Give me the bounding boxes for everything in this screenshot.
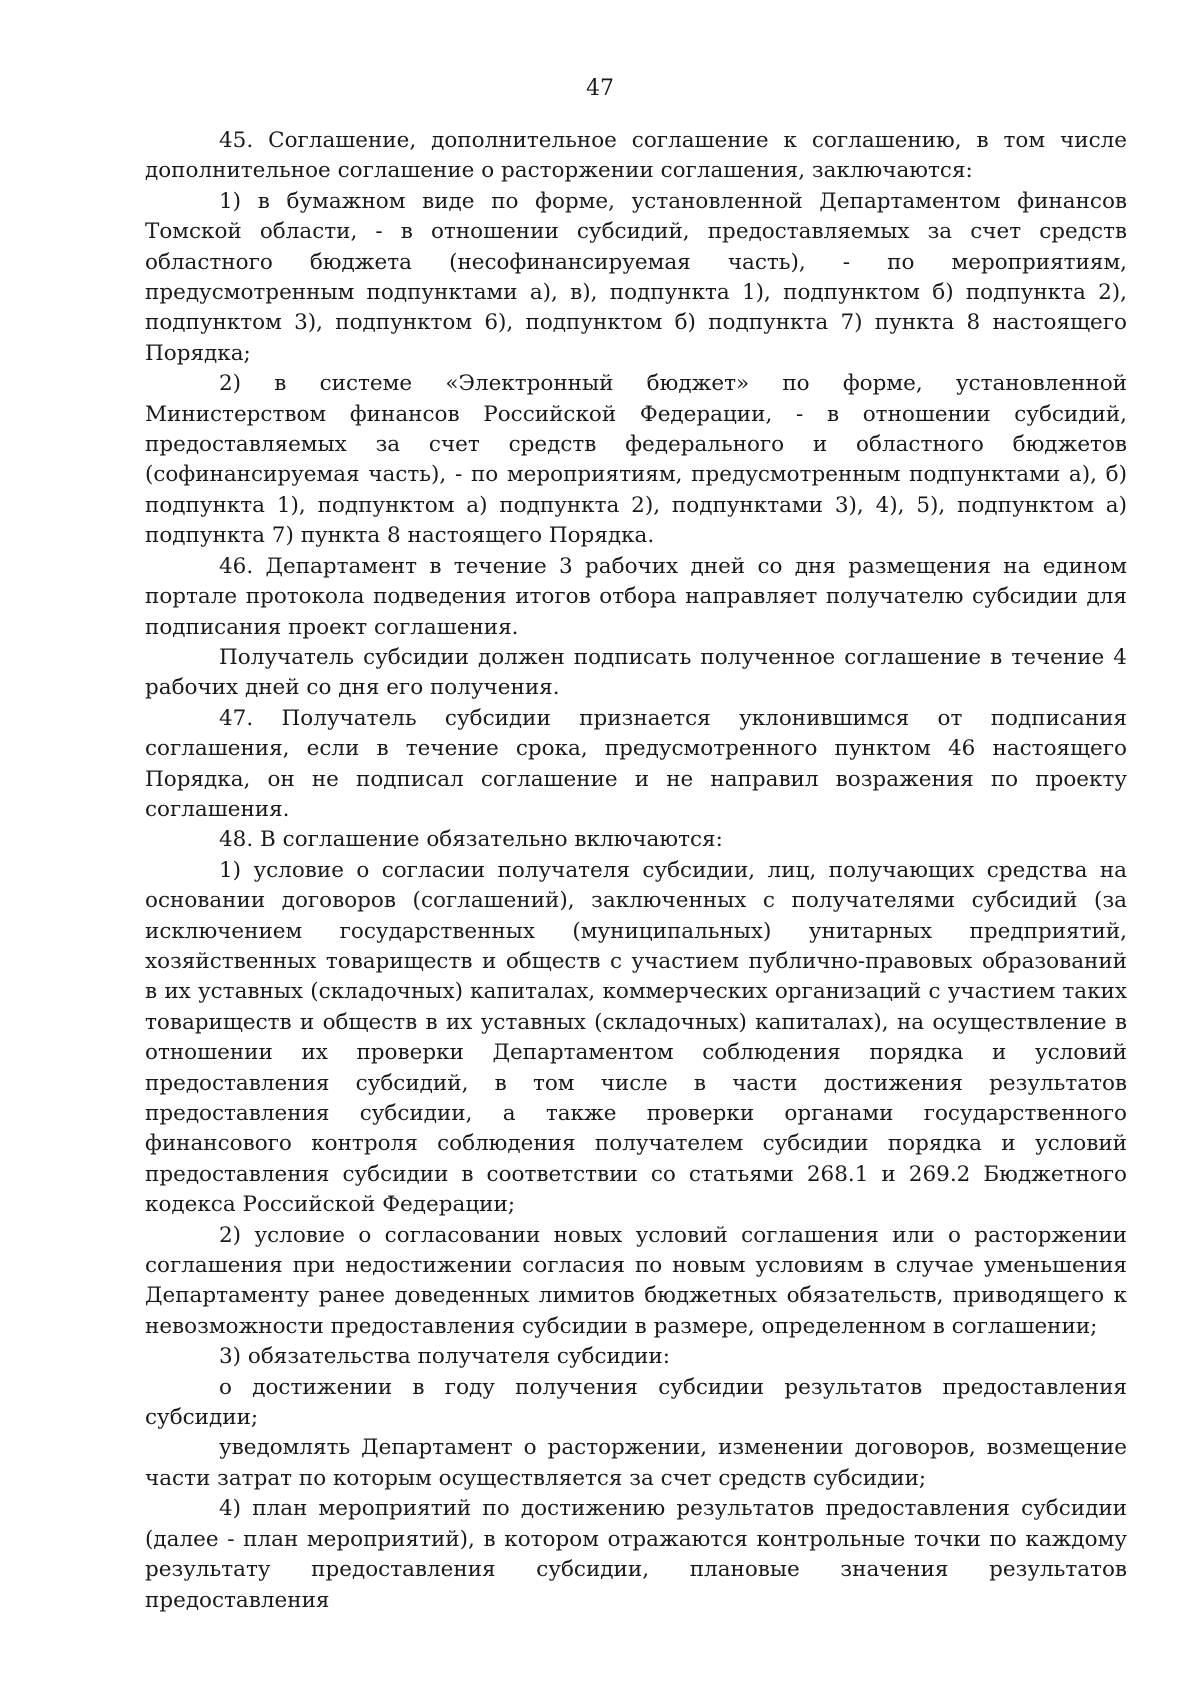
paragraph-47: 47. Получатель субсидии признается уклонившимся от подписания соглашения, если в течение срока, предусмотренного пунктом 46 настоящего Порядка, он не подписал соглашение и не направил возражения по проекту соглашения. bbox=[145, 705, 1127, 822]
paragraph-48-item-4: 4) план мероприятий по достижению результатов предоставления субсидии (далее - план мероприятий), в котором отражаются контрольные точки по каждому результату предоставления субсидии, плановые значения результатов предоставления bbox=[145, 1496, 1127, 1613]
paragraph-48-item-1: 1) условие о согласии получателя субсидии, лиц, получающих средства на основании договоров (соглашений), заключенных с получателями субсидий (за исключением государственных (муниципальных) унитарных предприятий, хозяйственных товариществ и обществ с участием публично-правовых образований в их уставных (складочных) капиталах, коммерческих организаций с участием таких товариществ и обществ в их уставных (складочных) капиталах), на осуществление в отношении их проверки Департаментом соблюдения порядка и условий предоставления субсидий, в том числе в части достижения результатов предоставления субсидии, а также проверки органами государственного финансового контроля соблюдения получателем субсидии порядка и условий предоставления субсидии в соответствии со статьями 268.1 и 269.2 Бюджетного кодекса Российской Федерации; bbox=[145, 857, 1127, 1218]
paragraph-48-item-2: 2) условие о согласовании новых условий соглашения или о расторжении соглашения при недостижении согласия по новым условиям в случае уменьшения Департаменту ранее доведенных лимитов бюджетных обязательств, приводящего к невозможности предоставления субсидии в размере, определенном в соглашении; bbox=[145, 1222, 1127, 1339]
paragraph-45-item-1: 1) в бумажном виде по форме, установленной Департаментом финансов Томской области, - в отношении субсидий, предоставляемых за счет средств областного бюджета (несофинансируемая часть), - по мероприятиям, предусмотренным подпунктами а), в), подпункта 1), подпунктом б) подпункта 2), подпунктом 3), подпунктом 6), подпунктом б) подпункта 7) пункта 8 настоящего Порядка; bbox=[145, 188, 1127, 366]
paragraph-45-item-2: 2) в системе «Электронный бюджет» по форме, установленной Министерством финансов Российской Федерации, - в отношении субсидий, предоставляемых за счет средств федерального и областного бюджетов (софинансируемая часть), - по мероприятиям, предусмотренным подпунктами а), б) подпункта 1), подпунктом а) подпункта 2), подпунктами 3), 4), 5), подпунктом а) подпункта 7) пункта 8 настоящего Порядка. bbox=[145, 371, 1127, 549]
paragraph-45: 45. Соглашение, дополнительное соглашение к соглашению, в том числе дополнительное соглашение о расторжении соглашения, заключаются: bbox=[145, 128, 1127, 184]
paragraph-48-item-3: 3) обязательства получателя субсидии: bbox=[219, 1344, 671, 1370]
paragraph-48: 48. В соглашение обязательно включаются: bbox=[219, 827, 723, 853]
paragraph-48-item-3-sub-1: о достижении в году получения субсидии результатов предоставления субсидии; bbox=[145, 1374, 1127, 1431]
paragraph-48-item-3-sub-2: уведомлять Департамент о расторжении, изменении договоров, возмещение части затрат по которым осуществляется за счет средств субсидии; bbox=[145, 1435, 1127, 1491]
page-number: 47 bbox=[586, 76, 614, 101]
document-body bbox=[145, 126, 1127, 1616]
paragraph-46-continuation: Получатель субсидии должен подписать полученное соглашение в течение 4 рабочих дней со дня его получения. bbox=[145, 644, 1127, 701]
paragraph-46: 46. Департамент в течение 3 рабочих дней со дня размещения на едином портале протокола подведения итогов отбора направляет получателю субсидии для подписания проект соглашения. bbox=[145, 553, 1127, 640]
